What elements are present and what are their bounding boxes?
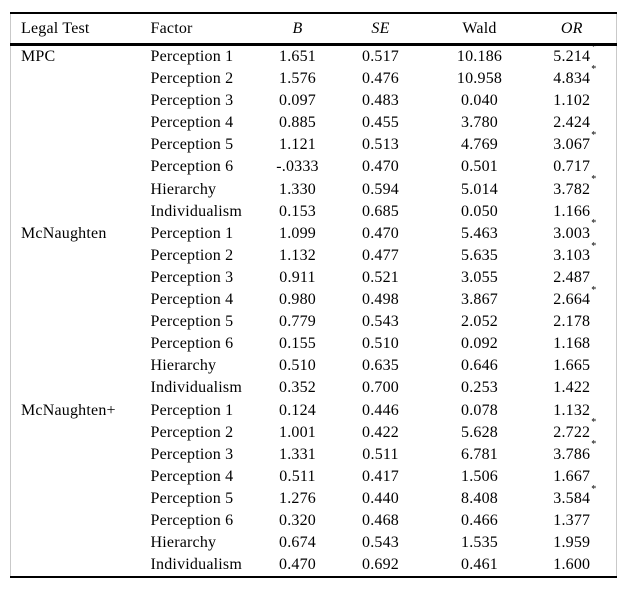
se-cell: 0.543: [362, 313, 399, 331]
se-cell: 0.594: [362, 180, 399, 198]
legal-test-cell: MPC: [21, 48, 56, 65]
se-cell: 0.417: [362, 467, 399, 485]
table-row: [11, 179, 617, 201]
factor-cell: Perception 2: [150, 423, 234, 441]
table-row: [11, 532, 617, 554]
legal-test-cell: [11, 488, 151, 510]
b-cell: 0.511: [279, 467, 316, 485]
se-cell: 0.543: [362, 534, 399, 552]
or-cell: 5.214*: [553, 41, 597, 65]
legal-test-cell: [11, 466, 151, 488]
legal-test-cell: [11, 510, 151, 532]
or-value: 2.722: [553, 423, 591, 441]
b-cell: 0.352: [279, 379, 316, 397]
table-row: [11, 156, 617, 178]
factor-cell: Perception 4: [150, 291, 234, 309]
b-cell: 0.470: [279, 556, 316, 574]
wald-cell: 5.014: [461, 180, 498, 198]
b-cell: -.0333: [276, 158, 319, 176]
factor-cell: Perception 3: [150, 445, 234, 463]
wald-cell: 0.092: [461, 335, 498, 353]
legal-test-cell: [11, 444, 151, 466]
legal-test-cell: McNaughten+: [21, 401, 116, 419]
or-value: 1.102: [553, 92, 591, 110]
se-cell: 0.483: [362, 92, 399, 110]
factor-cell: Perception 5: [150, 136, 234, 154]
header-wald: Wald: [424, 13, 536, 45]
header-factor: Factor: [151, 13, 258, 45]
table-row: [11, 377, 617, 399]
or-value: 4.834: [553, 70, 591, 88]
se-cell: 0.510: [362, 335, 399, 353]
factor-cell: Perception 3: [150, 268, 234, 286]
se-cell: 0.498: [362, 291, 399, 309]
or-value: 1.959: [553, 534, 591, 552]
table-row: [11, 289, 617, 311]
header-row: [11, 13, 617, 45]
se-cell: 0.470: [362, 158, 399, 176]
factor-cell: Perception 4: [150, 114, 234, 132]
b-cell: 0.097: [279, 92, 316, 110]
table-row: [11, 355, 617, 377]
b-cell: 0.911: [279, 268, 316, 286]
factor-cell: Perception 2: [150, 70, 234, 88]
wald-cell: 3.867: [461, 291, 498, 309]
wald-cell: 1.506: [461, 467, 498, 485]
table-row: [11, 245, 617, 267]
header-se: SE: [338, 13, 424, 45]
se-cell: 0.521: [362, 268, 399, 286]
table-row: [11, 510, 617, 532]
legal-test-cell: [11, 554, 151, 577]
table-row: [11, 311, 617, 333]
factor-cell: Perception 2: [150, 246, 234, 264]
factor-cell: Individualism: [150, 202, 242, 220]
se-cell: 0.468: [362, 511, 399, 529]
or-value: 1.166: [553, 202, 591, 220]
se-cell: 0.446: [362, 401, 399, 419]
or-cell: 3.067*: [553, 130, 597, 154]
factor-cell: Hierarchy: [150, 357, 217, 375]
b-cell: 0.155: [279, 335, 316, 353]
b-cell: 1.331: [279, 445, 316, 463]
b-cell: 1.330: [279, 180, 316, 198]
or-value: 3.786: [553, 445, 591, 463]
legal-test-cell: [11, 532, 151, 554]
factor-cell: Hierarchy: [150, 534, 217, 552]
or-cell: [536, 267, 617, 289]
legal-test-cell: [11, 245, 151, 267]
or-value: 2.487: [553, 268, 591, 286]
table-row: [11, 223, 617, 245]
or-cell: 3.584*: [553, 483, 597, 507]
factor-cell: Perception 4: [150, 467, 234, 485]
legal-test-cell: [11, 90, 151, 112]
wald-cell: 5.463: [461, 224, 498, 242]
legal-test-cell: [11, 289, 151, 311]
se-cell: 0.422: [362, 423, 399, 441]
legal-test-cell: [11, 156, 151, 178]
or-value: 1.600: [553, 556, 591, 574]
se-cell: 0.685: [362, 202, 399, 220]
se-cell: 0.476: [362, 70, 399, 88]
legal-test-cell: [11, 112, 151, 134]
or-cell: [536, 112, 617, 134]
factor-cell: Perception 6: [150, 335, 234, 353]
table-row: [11, 554, 617, 577]
or-value: 2.178: [553, 313, 591, 331]
se-cell: 0.440: [362, 489, 399, 507]
header-b: B: [258, 13, 338, 45]
legal-test-cell: [11, 333, 151, 355]
table-row: [11, 68, 617, 90]
factor-cell: Perception 5: [150, 313, 234, 331]
b-cell: 1.121: [279, 136, 316, 154]
wald-cell: 1.535: [461, 534, 498, 552]
legal-test-cell: [11, 134, 151, 156]
or-value: 3.103: [553, 246, 591, 264]
or-cell: [536, 466, 617, 488]
wald-cell: 6.781: [461, 445, 498, 463]
or-value: 3.782: [553, 180, 591, 198]
se-cell: 0.511: [362, 445, 399, 463]
or-value: 1.667: [553, 467, 591, 485]
table-row: [11, 201, 617, 223]
b-cell: 0.124: [279, 401, 316, 419]
legal-test-cell: [11, 422, 151, 444]
or-cell: [536, 311, 617, 333]
wald-cell: 0.466: [461, 511, 498, 529]
wald-cell: 0.646: [461, 357, 498, 375]
legal-test-cell: [11, 179, 151, 201]
legal-test-cell: McNaughten: [21, 224, 107, 242]
or-cell: [536, 377, 617, 399]
b-cell: 1.651: [279, 48, 316, 65]
wald-cell: 10.186: [456, 48, 503, 65]
factor-cell: Perception 1: [150, 401, 234, 419]
se-cell: 0.455: [362, 114, 399, 132]
wald-cell: 0.501: [461, 158, 498, 176]
header-legal-test: Legal Test: [11, 13, 151, 45]
se-cell: 0.477: [362, 246, 399, 264]
b-cell: 0.885: [279, 114, 316, 132]
b-cell: 1.576: [279, 70, 316, 88]
factor-cell: Perception 6: [150, 511, 234, 529]
wald-cell: 4.769: [461, 136, 498, 154]
table-row: [11, 400, 617, 422]
wald-cell: 0.253: [461, 379, 498, 397]
se-cell: 0.700: [362, 379, 399, 397]
legal-test-cell: [11, 267, 151, 289]
b-cell: 1.132: [279, 246, 316, 264]
legal-test-cell: [11, 377, 151, 399]
or-cell: 4.834*: [553, 63, 597, 88]
table-row: [11, 267, 617, 289]
or-cell: [536, 156, 617, 178]
b-cell: 0.980: [279, 291, 316, 309]
or-cell: 2.722*: [553, 417, 597, 441]
table-row: [11, 444, 617, 466]
table-row: [11, 422, 617, 444]
or-value: 1.168: [553, 335, 591, 353]
table-row: [11, 466, 617, 488]
or-value: 3.067: [553, 136, 591, 154]
b-cell: 1.099: [279, 224, 316, 242]
or-cell: 3.003*: [553, 218, 597, 242]
or-cell: 2.664*: [553, 284, 597, 309]
wald-cell: 10.958: [456, 70, 503, 88]
or-value: 3.003: [553, 224, 591, 242]
se-cell: 0.513: [362, 136, 399, 154]
wald-cell: 0.461: [461, 556, 498, 574]
header-or: OR: [536, 13, 617, 45]
legal-test-cell: [11, 355, 151, 377]
wald-cell: 5.628: [461, 423, 498, 441]
or-cell: [536, 400, 617, 422]
b-cell: 0.153: [279, 202, 316, 220]
table-body: [11, 41, 617, 578]
b-cell: 0.510: [279, 357, 316, 375]
table-row: [11, 112, 617, 134]
wald-cell: 3.055: [461, 268, 498, 286]
or-value: 5.214: [553, 48, 591, 65]
wald-cell: 0.050: [461, 202, 498, 220]
or-cell: 3.782*: [553, 174, 597, 198]
legal-test-cell: [11, 201, 151, 223]
b-cell: 1.001: [279, 423, 316, 441]
or-cell: [536, 333, 617, 355]
or-cell: [536, 554, 617, 577]
legal-test-cell: [11, 311, 151, 333]
wald-cell: 5.635: [461, 246, 498, 264]
table-row: [11, 488, 617, 510]
logistic-regression-table: [10, 12, 617, 578]
table-row: [11, 45, 617, 69]
factor-cell: Individualism: [150, 556, 242, 574]
se-cell: 0.470: [362, 224, 399, 242]
factor-cell: Individualism: [150, 379, 242, 397]
or-value: 1.377: [553, 511, 591, 529]
factor-cell: Perception 1: [150, 48, 234, 65]
factor-cell: Perception 3: [150, 92, 234, 110]
or-value: 1.422: [553, 379, 591, 397]
wald-cell: 3.780: [461, 114, 498, 132]
or-value: 1.132: [553, 401, 591, 419]
table-row: [11, 134, 617, 156]
b-cell: 0.779: [279, 313, 316, 331]
or-cell: 3.103*: [553, 240, 597, 264]
se-cell: 0.517: [362, 48, 399, 65]
factor-cell: Perception 6: [150, 158, 234, 176]
table-row: [11, 90, 617, 112]
b-cell: 0.674: [279, 534, 316, 552]
wald-cell: 8.408: [461, 489, 498, 507]
or-value: 0.717: [553, 158, 591, 176]
factor-cell: Perception 5: [150, 489, 234, 507]
or-value: 2.424: [553, 114, 591, 132]
or-cell: 3.786*: [553, 439, 597, 463]
wald-cell: 2.052: [461, 313, 498, 331]
or-cell: [536, 355, 617, 377]
legal-test-cell: [11, 68, 151, 90]
b-cell: 0.320: [279, 511, 316, 529]
or-value: 1.665: [553, 357, 591, 375]
factor-cell: Perception 1: [150, 224, 234, 242]
or-cell: [536, 201, 617, 223]
table-row: [11, 333, 617, 355]
or-cell: [536, 510, 617, 532]
or-cell: [536, 90, 617, 112]
or-value: 2.664: [553, 291, 591, 309]
or-cell: [536, 532, 617, 554]
factor-cell: Hierarchy: [150, 180, 217, 198]
or-value: 3.584: [553, 489, 591, 507]
wald-cell: 0.040: [461, 92, 498, 110]
se-cell: 0.692: [362, 556, 399, 574]
b-cell: 1.276: [279, 489, 316, 507]
se-cell: 0.635: [362, 357, 399, 375]
wald-cell: 0.078: [461, 401, 498, 419]
